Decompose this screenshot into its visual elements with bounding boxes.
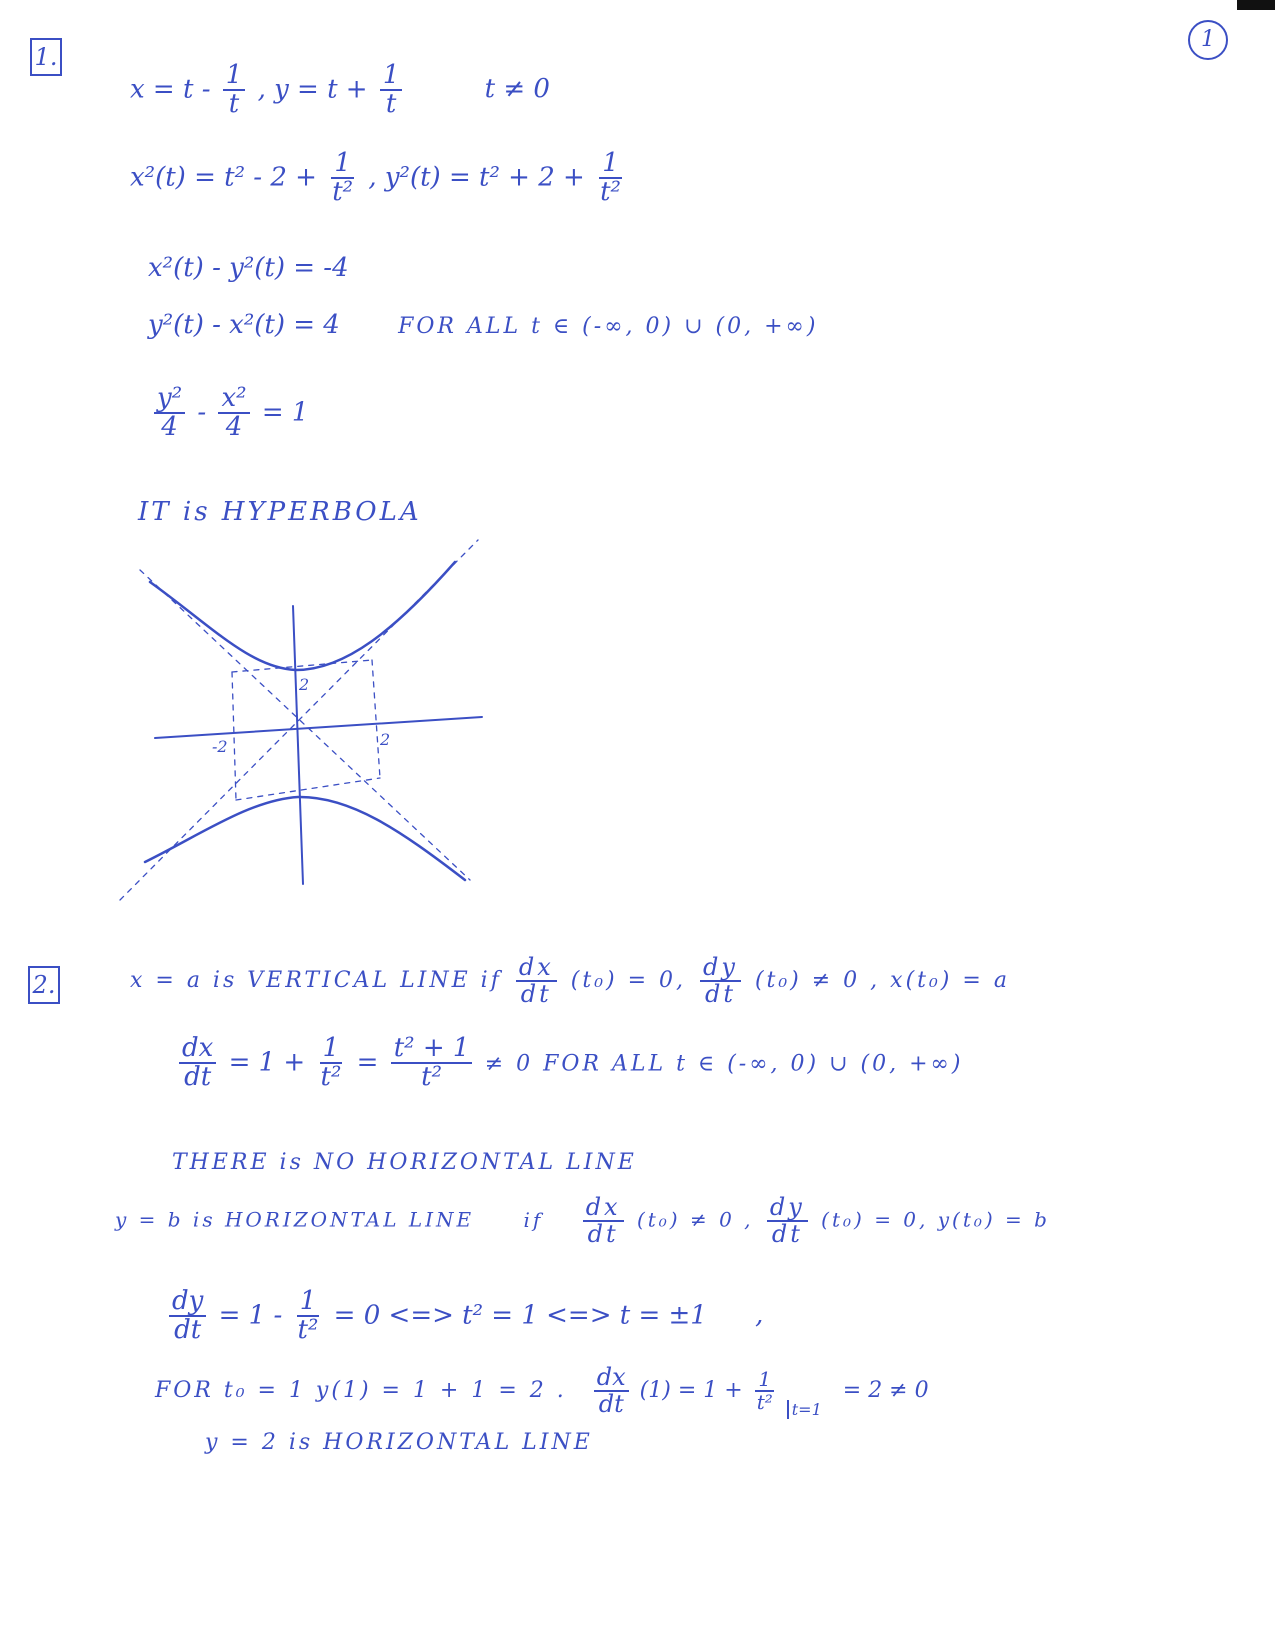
p1-line4-cond: FOR ALL t ∈ (-∞, 0) ∪ (0, +∞) xyxy=(398,314,819,339)
p2-eval-bar: t=1 xyxy=(787,1400,822,1419)
p2-dxdt-3: $\frac{dx}{dt}$ xyxy=(583,1195,624,1247)
y-axis xyxy=(293,606,303,884)
p2-one-over-t2-b: $\frac{1}{\text{t²}}$ xyxy=(297,1286,319,1346)
p1-x-def: x = t - xyxy=(130,74,211,105)
p1-x2-frac: $\frac{1}{\text{t²}}$ xyxy=(332,148,354,208)
p1-y2-frac: $\frac{1}{\text{t²}}$ xyxy=(600,148,621,208)
label-left: -2 xyxy=(212,737,228,756)
p2-line6-lhs: FOR t₀ = 1 y(1) = 1 + 1 = 2 . xyxy=(155,1378,567,1404)
p2-line6: FOR t₀ = 1 y(1) = 1 + 1 = 2 . $\frac{dx}{dt}$ (1) = 1 + $\frac{1}{\text{t²}}$ $_{t=1}$ = 2 ≠ 0 xyxy=(155,1363,929,1420)
p2-dxdt: $\frac{dx}{dt}$ xyxy=(516,955,557,1007)
p1-y2-over-4: $\frac{\text{y²}}{4}$ xyxy=(154,385,185,442)
p1-x-frac: $\frac{1}{t}$ xyxy=(223,62,246,119)
p2-line2: $\frac{dx}{dt}$ = 1 + $\frac{1}{\text{t²}}$ = $\frac{\text{t² + 1}}{\text{t²}}$ ≠ 0 FOR ALL t ∈ (-∞, 0) ∪ (0, +∞) xyxy=(175,1035,963,1092)
label-right: 2 xyxy=(380,730,391,749)
upper-branch xyxy=(150,562,455,670)
p2-dydt: $\frac{dy}{dt}$ xyxy=(700,955,741,1007)
lower-branch xyxy=(145,797,465,880)
problem-2-label: 2. xyxy=(28,966,60,1004)
p1-line3: x²(t) - y²(t) = -4 xyxy=(148,253,349,283)
p1-y-def: , y = t + xyxy=(257,74,368,105)
p1-condition: t ≠ 0 xyxy=(484,74,550,105)
p2-line7: y = 2 is HORIZONTAL LINE xyxy=(205,1430,593,1455)
p2-line1: x = a is VERTICAL LINE if $\frac{dx}{dt}$ (t₀) = 0, $\frac{dy}{dt}$ (t₀) ≠ 0 , x(t₀) = a xyxy=(130,953,1010,1009)
asymptote-1 xyxy=(140,570,470,880)
p2-one-over-t2-c: $\frac{1}{\text{t²}}$ xyxy=(756,1367,773,1415)
p2-dydt-3: $\frac{dy}{dt}$ xyxy=(767,1195,808,1247)
p2-line5: $\frac{dy}{dt}$ = 1 - $\frac{1}{\text{t²}}$ = 0 <=> t² = 1 <=> t = ±1 , xyxy=(165,1288,763,1345)
p2-line3: THERE is NO HORIZONTAL LINE xyxy=(172,1150,637,1175)
p1-x2-over-4: $\frac{\text{x²}}{4}$ xyxy=(218,385,249,442)
p1-y-frac: $\frac{1}{t}$ xyxy=(380,62,403,119)
x-axis xyxy=(155,717,482,738)
p1-line4-eq: y²(t) - x²(t) = 4 xyxy=(148,310,340,340)
p1-x2-expr: x²(t) = t² - 2 + xyxy=(130,162,317,193)
p2-t2plus1-over-t2: $\frac{\text{t² + 1}}{\text{t²}}$ xyxy=(391,1035,473,1092)
p2-dxdt-2: $\frac{dx}{dt}$ xyxy=(179,1035,216,1092)
label-top: 2 xyxy=(299,675,310,694)
page-number: 1 xyxy=(1188,20,1228,60)
p2-line4: y = b is HORIZONTAL LINE if $\frac{dx}{dt}$ (t₀) ≠ 0 , $\frac{dy}{dt}$ (t₀) = 0, y(t₀) = b xyxy=(115,1193,1050,1249)
p2-line4-lhs: y = b is HORIZONTAL LINE xyxy=(115,1207,475,1232)
p1-line5: $\frac{\text{y²}}{4}$ - $\frac{\text{x²}}{4}$ = 1 xyxy=(150,385,308,442)
p2-one-over-t2: $\frac{1}{\text{t²}}$ xyxy=(320,1033,342,1093)
p2-dxdt-5: $\frac{dx}{dt}$ xyxy=(594,1365,629,1417)
p1-conclusion: IT is HYPERBOLA xyxy=(138,497,422,527)
p1-y2-expr: , y²(t) = t² + 2 + xyxy=(368,162,585,193)
p2-line1-lhs: x = a is VERTICAL LINE if xyxy=(130,968,502,994)
p2-dydt-4: $\frac{dy}{dt}$ xyxy=(169,1288,206,1345)
problem-1-label: 1. xyxy=(30,38,62,76)
